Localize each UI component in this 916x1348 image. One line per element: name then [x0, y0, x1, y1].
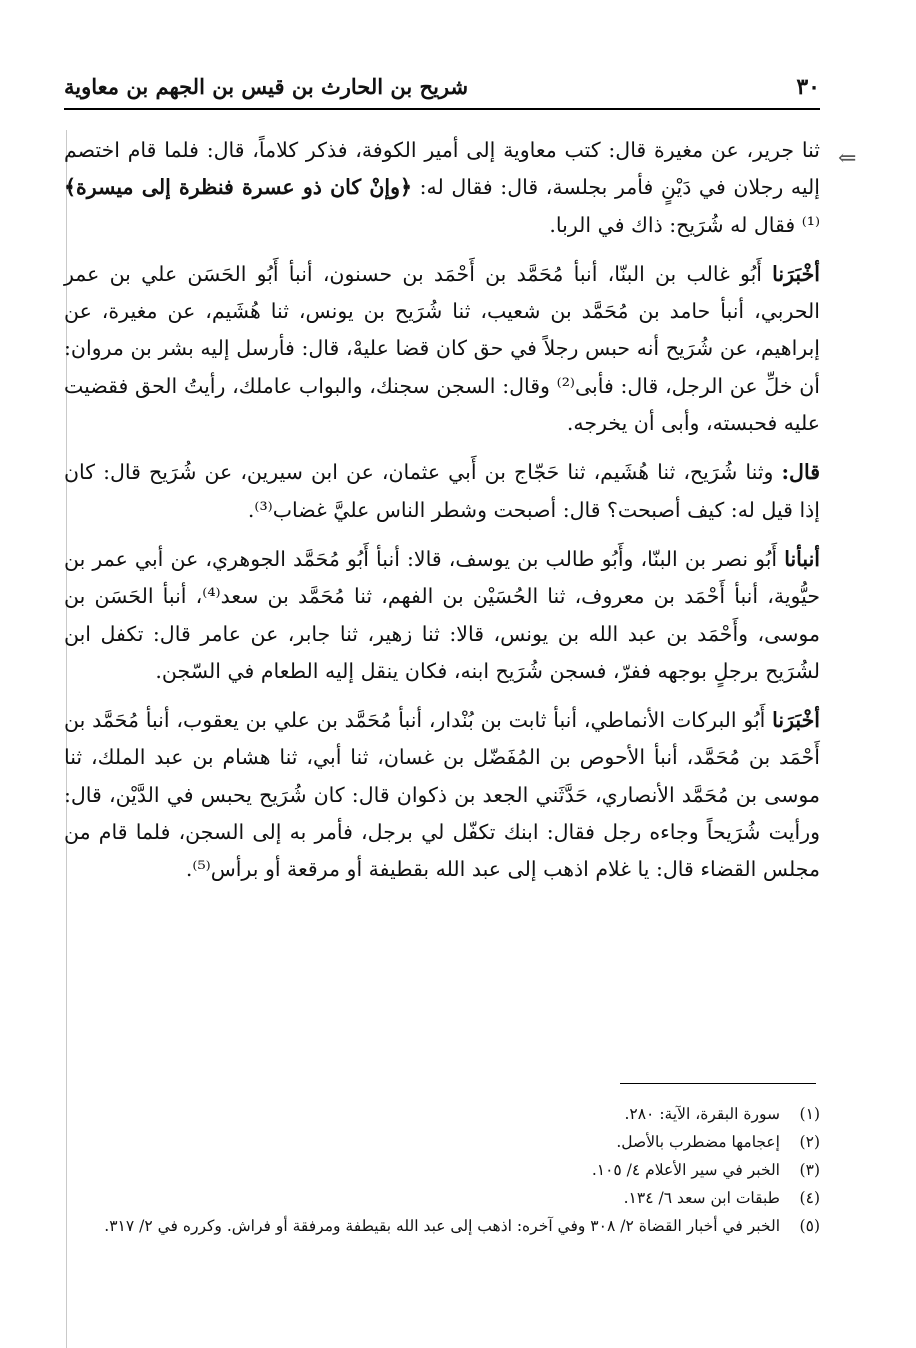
footnote-separator — [620, 1083, 816, 1084]
paragraph — [64, 541, 820, 690]
footnote-text: طبقات ابن سعد ٦/ ١٣٤. — [623, 1189, 780, 1207]
paragraph-text: ⁽¹⁾ فقال له شُرَيح: ذاك في الربا. — [549, 212, 820, 237]
paragraph — [64, 454, 820, 529]
footnote-number: (٣) — [799, 1161, 820, 1179]
margin-arrow-icon: ⇐ — [838, 146, 857, 171]
footnote-number: (٥) — [799, 1217, 820, 1235]
paragraph-text: أَبُو غالب بن البنّا، أنبأ مُحَمَّد بن أَحْمَد بن حسنون، أنبأ أَبُو الحَسَن علي بن عمر الحربي، أنبأ حامد بن مُحَمَّد بن شعيب، ثنا شُرَيح بن يونس، ثنا هُشَيم، عن مغيرة، عن إبراهيم، عن شُرَيح أنه حبس رجلاً في حق كان قضا عليهْ، قال: فأرسل إليه بشر بن مروان: أن خلِّ عن الرجل، قال: فأبى⁽²⁾ وقال: السجن سجنك، والبواب عاملك، رأيتُ الحق فقضيت عليه فحبسته، وأبى أن يخرجه. — [64, 261, 820, 436]
paragraph-text: ثنا جرير، عن مغيرة قال: كتب معاوية إلى أمير الكوفة، فذكر كلاماً، قال: فلما قام اختصم إليه رجلان في دَيْنٍ فأمر بجلسة، قال: فقال له: — [64, 138, 820, 200]
running-title: شريح بن الحارث بن قيس بن الجهم بن معاوية — [64, 74, 469, 99]
paragraph — [64, 256, 820, 442]
footnote-number: (٤) — [799, 1189, 820, 1207]
paragraph — [64, 132, 820, 244]
footnote — [64, 1212, 820, 1240]
header-rule — [64, 108, 820, 110]
page-number: ٣٠ — [796, 74, 820, 100]
paragraph-text: أَبُو البركات الأنماطي، أنبأ ثابت بن بُنْدار، أنبأ مُحَمَّد بن علي بن يعقوب، أنبأ مُحَمَّد بن أَحْمَد بن مُحَمَّد، أنبأ الأحوص بن المُفَضّل بن غسان، ثنا أبي، ثنا هشام بن عبد الملك، ثنا موسى بن مُحَمَّد الأنصاري، حَدَّثَني الجعد بن ذكوان قال: كان شُرَيح يحبس في الدَّيْن، قال: ورأيت شُرَيحاً وجاءه رجل فقال: ابنك تكفّل لي برجل، فأمر به إلى السجن، فلما قام من مجلس القضاء قال: يا غلام اذهب إلى عبد الله بقطيفة أو مرقعة أو برأس⁽⁵⁾. — [64, 708, 820, 882]
footnote-text: الخبر في سير الأعلام ٤/ ١٠٥. — [591, 1161, 780, 1179]
paragraph-lead: أنبأنا — [784, 546, 820, 571]
paragraph-lead: أخْبَرَنا — [772, 261, 820, 286]
footnote — [64, 1184, 820, 1212]
quran-quote: ﴿وإنْ كان ذو عسرة فنظرة إلى ميسرة﴾ — [64, 175, 413, 200]
footnote-number: (٢) — [799, 1133, 820, 1151]
footnote — [64, 1100, 820, 1128]
paragraph — [64, 702, 820, 888]
footnotes — [64, 1100, 820, 1240]
paragraph-lead: قال: — [781, 460, 820, 485]
paragraph-text: أَبُو نصر بن البنّا، وأَبُو طالب بن يوسف، قالا: أنبأ أَبُو مُحَمَّد الجوهري، عن أبي عمر بن حيُّوية، أنبأ أَحْمَد بن معروف، ثنا الحُسَيْن بن الفهم، ثنا مُحَمَّد بن سعد⁽⁴⁾، أنبأ الحَسَن بن موسى، وأَحْمَد بن عبد الله بن يونس، قالا: ثنا زهير، ثنا جابر، عن عامر قال: تكفل ابن لشُرَيح برجلٍ بوجهه ففرّ، فسجن شُرَيح ابنه، فكان ينقل إليه الطعام في السّجن. — [64, 546, 820, 683]
page-header — [64, 66, 820, 106]
footnote-text: سورة البقرة، الآية: ٢٨٠. — [624, 1105, 780, 1123]
footnote — [64, 1128, 820, 1156]
footnote-text: إعجامها مضطرب بالأصل. — [616, 1133, 780, 1151]
footnote-text: الخبر في أخبار القضاة ٢/ ٣٠٨ وفي آخره: اذهب إلى عبد الله بقيطفة ومرفقة أو فراش. وكرره في ٢/ ٣١٧. — [104, 1217, 780, 1235]
paragraph-text: وثنا شُرَيح، ثنا هُشَيم، ثنا حَجّاج بن أَبي عثمان، عن ابن سيرين، عن شُرَيح قال: كان إذا قيل له: كيف أصبحت؟ قال: أصبحت وشطر الناس عليَّ غضاب⁽³⁾. — [64, 460, 820, 522]
paragraph-lead: أخْبَرَنا — [772, 708, 820, 733]
main-text — [64, 132, 820, 901]
footnote-number: (١) — [799, 1105, 820, 1123]
footnote — [64, 1156, 820, 1184]
